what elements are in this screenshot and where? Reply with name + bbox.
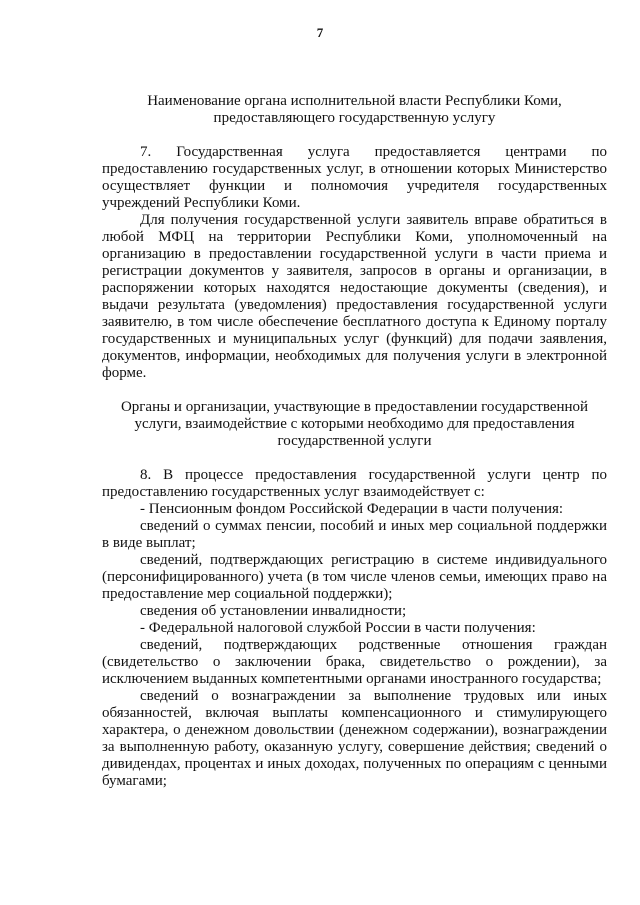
section-heading-participating-organizations bbox=[102, 399, 607, 450]
heading-line: государственной услуги bbox=[277, 433, 432, 449]
list-subitem: сведений, подтверждающих родственные отношения граждан (свидетельство о заключении брака, свидетельство о рождении), за исключением выданных компетентными органами иностранного государства; bbox=[102, 637, 607, 687]
document-body bbox=[102, 93, 607, 790]
list-subitem: сведений о вознаграждении за выполнение трудовых или иных обязанностей, включая выплаты компенсационного и стимулирующего характера, о денежном довольствии (денежном содержании), вознаграждении за выполненную работу, оказанную услугу, совершение действия; сведений о дивидендах, процентах и иных доходах, полученных по операциям с ценными бумагами; bbox=[102, 688, 607, 789]
heading-line: Органы и организации, участвующие в предоставлении государственной bbox=[120, 399, 589, 415]
list-item-pension-fund: - Пенсионным фондом Российской Федерации в части получения: bbox=[140, 501, 564, 517]
paragraph-mfc: Для получения государственной услуги заявитель вправе обратиться в любой МФЦ на территории Республики Коми, уполномоченный на организацию в предоставлении государственной услуги в части приема и регистрации документов у заявителя, запросов в органы и организации, в распоряжении которых находятся недостающие документы (сведения), и выдачи результата (уведомления) предоставления государственной услуги заявителю, в том числе обеспечение бесплатного доступа к Единому порталу государственных и муниципальных услуг (функций) для подачи заявления, документов, информации, необходимых для получения услуги в электронной форме. bbox=[102, 212, 607, 381]
section-heading-executive-body bbox=[102, 93, 607, 127]
paragraph-7: 7. Государственная услуга предоставляется центрами по предоставлению государственных услуг, в отношении которых Министерство осуществляет функции и полномочия учредителя государственных учреждений Республики Коми. bbox=[102, 144, 607, 211]
heading-line: Наименование органа исполнительной власти Республики Коми, bbox=[147, 93, 562, 109]
list-subitem: сведения об установлении инвалидности; bbox=[140, 603, 407, 619]
list-item-tax-service: - Федеральной налоговой службой России в части получения: bbox=[140, 620, 536, 636]
page-number: 7 bbox=[316, 25, 324, 40]
list-subitem: сведений, подтверждающих регистрацию в системе индивидуального (персонифицированного) учета (в том числе членов семьи, имеющих право на предоставление мер социальной поддержки); bbox=[102, 552, 607, 602]
list-subitem: сведений о суммах пенсии, пособий и иных мер социальной поддержки в виде выплат; bbox=[102, 518, 607, 551]
heading-line: услуги, взаимодействие с которыми необходимо для предоставления bbox=[134, 416, 575, 432]
paragraph-8: 8. В процессе предоставления государственной услуги центр по предоставлению государственных услуг взаимодействует с: bbox=[102, 467, 607, 500]
heading-line: предоставляющего государственную услугу bbox=[213, 110, 496, 126]
